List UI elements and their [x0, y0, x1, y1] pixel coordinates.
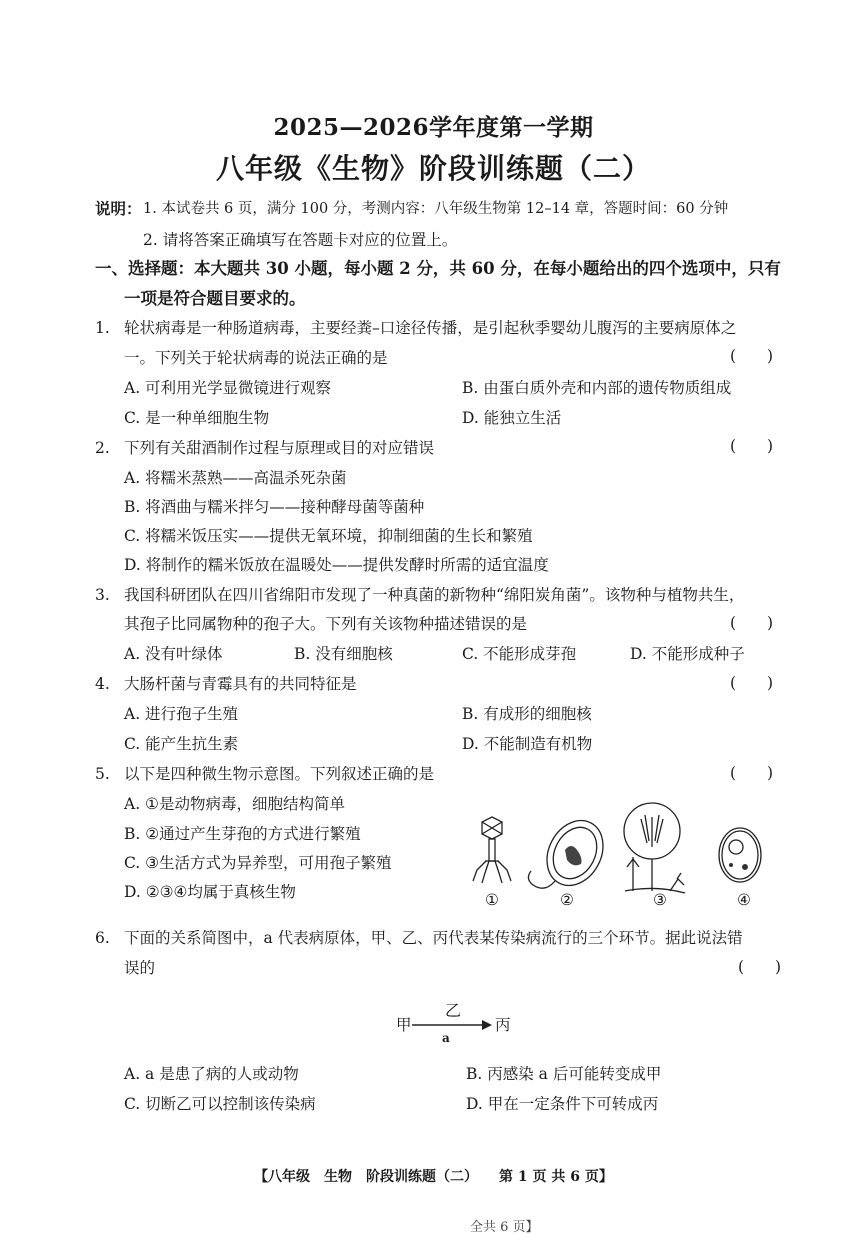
question-3-option-c: C. 不能形成芽孢 — [462, 645, 577, 663]
question-5-option-c: C. ③生活方式为异养型，可用孢子繁殖 — [124, 854, 392, 872]
question-6-stem-line-2: 误的 — [124, 959, 156, 977]
cutoff-text: 全共 6 页】 — [470, 1220, 539, 1235]
question-5-answer-paren: ( ) — [730, 764, 774, 782]
question-3-option-b: B. 没有细胞核 — [294, 645, 393, 663]
question-1-option-b: B. 由蛋白质外壳和内部的遗传物质组成 — [462, 379, 732, 397]
question-2-option-d: D. 将制作的糯米饭放在温暖处——提供发酵时所需的适宜温度 — [124, 556, 549, 574]
yeast-drawing — [719, 828, 761, 882]
question-2-option-b: B. 将酒曲与糯米拌匀——接种酵母菌等菌种 — [124, 498, 425, 516]
page-footer: 【八年级 生物 阶段训练题（二） 第 1 页 共 6 页】 — [254, 1169, 613, 1185]
bacteriophage-drawing — [473, 817, 511, 883]
question-4-option-c: C. 能产生抗生素 — [124, 735, 239, 753]
question-5-option-d: D. ②③④均属于真核生物 — [124, 883, 296, 901]
question-5-number: 5. — [95, 765, 110, 783]
penicillium-drawing — [624, 803, 685, 893]
bacterium-drawing — [528, 811, 613, 895]
question-3-option-d: D. 不能形成种子 — [630, 645, 745, 663]
question-1-stem-line-2: 一。下列关于轮状病毒的说法正确的是 — [124, 349, 388, 367]
section-heading-line-2: 一项是符合题目要求的。 — [124, 289, 306, 308]
question-2-answer-paren: ( ) — [730, 437, 774, 455]
question-5-option-a: A. ①是动物病毒，细胞结构简单 — [124, 795, 345, 813]
exam-title: 八年级《生物》阶段训练题（二） — [215, 152, 651, 185]
question-5-option-b: B. ②通过产生芽孢的方式进行繁殖 — [124, 825, 361, 843]
question-2-option-c: C. 将糯米饭压实——提供无氧环境，抑制细菌的生长和繁殖 — [124, 527, 533, 545]
question-1-answer-paren: ( ) — [730, 347, 774, 365]
question-2-number: 2. — [95, 439, 110, 457]
section-heading-line-1: 一、选择题：本大题共 30 小题，每小题 2 分，共 60 分，在每小题给出的四个选项中，只有 — [95, 259, 781, 278]
figure-label-3: ③ — [653, 891, 667, 909]
year-title: 2025—2026学年度第一学期 — [273, 114, 594, 141]
instructions-label: 说明： — [95, 199, 142, 218]
diagram-node-jia: 甲 — [396, 1016, 412, 1034]
figure-label-2: ② — [560, 891, 574, 909]
question-1-number: 1. — [95, 319, 110, 337]
instructions-line-1: 1. 本试卷共 6 页，满分 100 分，考测内容：八年级生物第 12–14 章，答题时间：60 分钟 — [143, 201, 729, 217]
diagram-node-yi: 乙 — [445, 1001, 462, 1020]
question-4-option-a: A. 进行孢子生殖 — [124, 705, 239, 723]
question-3-answer-paren: ( ) — [730, 614, 774, 632]
question-2-stem: 下列有关甜酒制作过程与原理或目的对应错误 — [124, 439, 435, 457]
instructions-line-2: 2. 请将答案正确填写在答题卡对应的位置上。 — [143, 231, 458, 249]
figure-label-4: ④ — [737, 891, 751, 909]
question-4-number: 4. — [95, 675, 110, 693]
diagram-arrow — [412, 1018, 492, 1030]
question-1-option-c: C. 是一种单细胞生物 — [124, 409, 270, 427]
question-3-number: 3. — [95, 586, 110, 604]
question-4-stem: 大肠杆菌与青霉具有的共同特征是 — [124, 675, 357, 693]
question-6-option-c: C. 切断乙可以控制该传染病 — [124, 1095, 316, 1113]
question-6-number: 6. — [95, 929, 110, 947]
question-2-option-a: A. 将糯米蒸熟——高温杀死杂菌 — [124, 469, 347, 487]
question-1-option-a: A. 可利用光学显微镜进行观察 — [124, 379, 332, 397]
diagram-pathogen-label: a — [442, 1031, 450, 1045]
question-1-stem-line-1: 轮状病毒是一种肠道病毒，主要经粪–口途径传播，是引起秋季婴幼儿腹泻的主要病原体之 — [124, 319, 737, 337]
question-4-answer-paren: ( ) — [730, 674, 774, 692]
diagram-node-bing: 丙 — [495, 1016, 511, 1034]
question-6-option-d: D. 甲在一定条件下可转成丙 — [466, 1095, 659, 1113]
question-3-stem-line-2: 其孢子比同属物种的孢子大。下列有关该物种描述错误的是 — [124, 615, 528, 633]
question-6-stem-line-1: 下面的关系简图中，a 代表病原体，甲、乙、丙代表某传染病流行的三个环节。据此说法错 — [124, 929, 743, 947]
question-3-option-a: A. 没有叶绿体 — [124, 645, 223, 663]
question-6-option-b: B. 丙感染 a 后可能转变成甲 — [466, 1065, 662, 1083]
microorganism-figure — [455, 795, 785, 915]
question-6-answer-paren: ( ) — [738, 958, 782, 976]
question-1-option-d: D. 能独立生活 — [462, 409, 562, 427]
question-6-option-a: A. a 是患了病的人或动物 — [124, 1065, 299, 1083]
figure-label-1: ① — [485, 891, 499, 909]
question-5-stem: 以下是四种微生物示意图。下列叙述正确的是 — [124, 765, 435, 783]
question-4-option-d: D. 不能制造有机物 — [462, 735, 593, 753]
question-3-stem-line-1: 我国科研团队在四川省绵阳市发现了一种真菌的新物种“绵阳炭角菌”。该物种与植物共生， — [124, 586, 745, 604]
question-4-option-b: B. 有成形的细胞核 — [462, 705, 592, 723]
